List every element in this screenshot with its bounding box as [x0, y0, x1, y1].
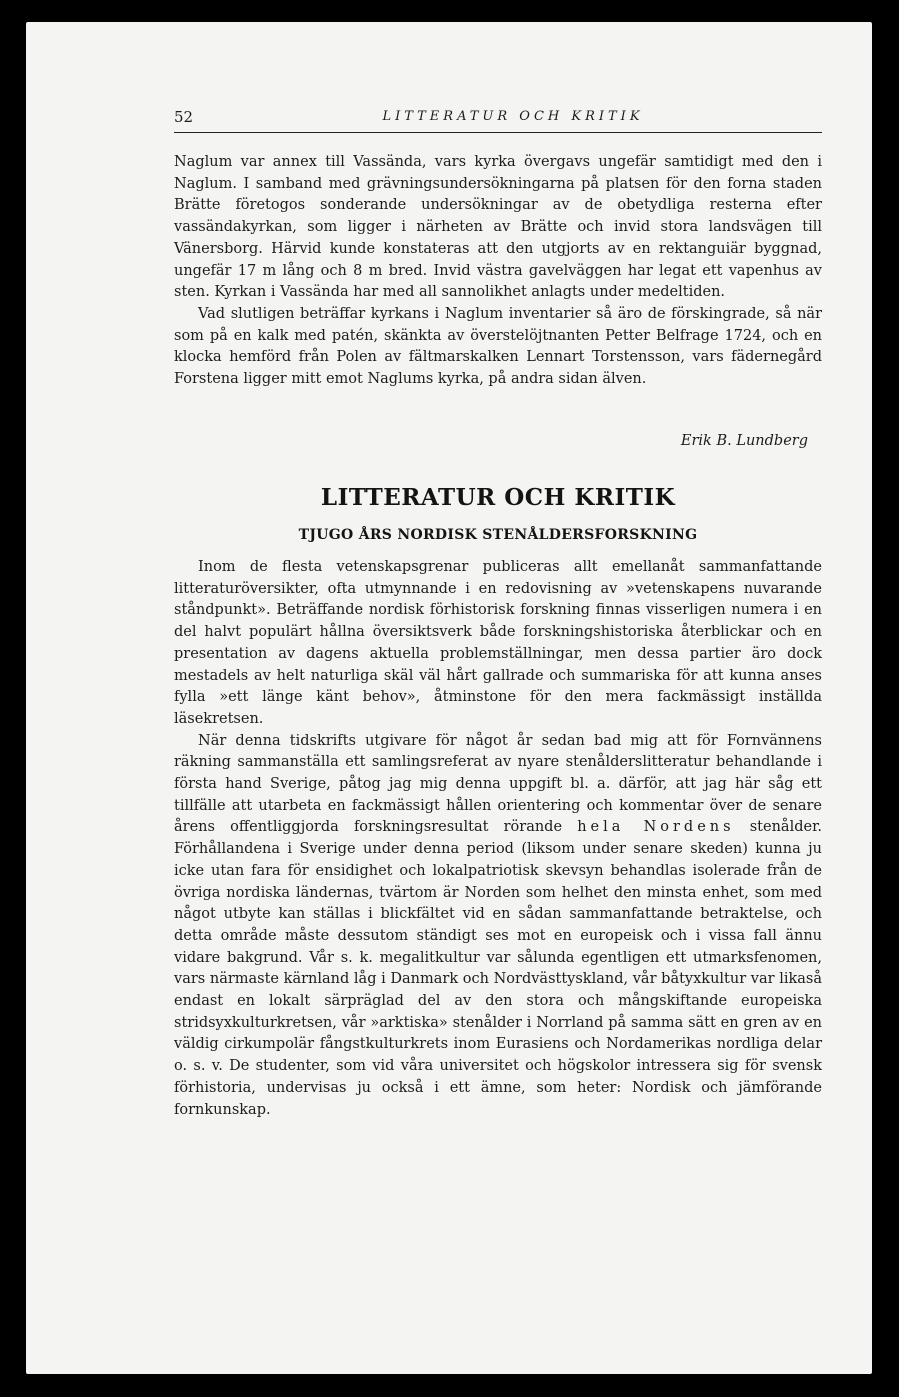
article-stenalder	[174, 557, 822, 1121]
paragraph: Inom de flesta vetenskapsgrenar publiceras allt emellanåt sammanfattande litteraturöversikter, ofta utmynnande i en redovisning av »vetenskapens nuvarande ståndpunkt». Beträffande nordisk förhistorisk forskning finnas visserligen numera i en del halvt populärt hållna översiktsverk både forskningshistoriska återblickar och en presentation av dagens aktuella problemställningar, men dessa partier äro dock mestadels av helt naturliga skäl väl hårt gallrade och summariska för att kunna anses fylla »ett länge känt behov», åtminstone för den mera fackmässigt inställda läsekretsen.	[174, 559, 822, 727]
emphasized-text: hela Nordens	[577, 819, 735, 836]
paragraph	[174, 731, 822, 1122]
paragraph-text: När denna tidskrifts utgivare för något år sedan bad mig att för Fornvännens räkning sammanställa ett samlingsreferat av nyare stenålderslitteratur behandlande i första hand Sverige, påtog jag mig denna uppgift bl. a. därför, att jag här såg ett tillfälle att utarbeta en fackmässigt hållen orientering och kommentar över de senare årens offentliggjorda forskningsresultat rörande	[174, 732, 822, 836]
signature-row	[174, 431, 822, 453]
section-title: LITTERATUR OCH KRITIK	[320, 484, 676, 511]
page-number: 52	[174, 108, 194, 126]
paragraph-text: stenålder. Förhållandena i Sverige under denna period (liksom under senare skeden) kunna ju icke utan fara för ensidighet och lokalpatriotisk skevsyn behandlas isolerade från de övriga nordiska ländernas, tvärtom är Norden som helhet den minsta enhet, som med något utbyte kan ställas i blickfältet vid en sådan sammanfattande betraktelse, och detta område måste dessutom ständigt ses mot en europeisk och i vissa fall ännu vidare bakgrund. Vår s. k. megalitkultur var sålunda egentligen ett utmarksfenomen, vars närmaste kärnland låg i Danmark och Nordvästtyskland, vår båtyxkultur var likaså endast en lokalt särpräglad del av den stora och mångskiftande europeiska stridsyxkulturkretsen, vår »arktiska» stenålder i Norrland på samma sätt en gren av en väldig cirkumpolär fångstkulturkrets inom Eurasiens och Nordamerikas nordliga delar o. s. v. De studenter, som vid våra universitet och högskolor intressera sig för svensk förhistoria, undervisas ju också i ett ämne, som heter: Nordisk och jämförande fornkunskap.	[174, 819, 823, 1118]
page-header	[174, 108, 822, 133]
paragraph-text: Vad slutligen beträffar kyrkans i Naglum inventarier så äro de förskingrade, så när som på en kalk med patén, skänkta av överstelöjtnanten Petter Belfrage 1724, och en klocka hemförd från Polen av fältmarskalken Lennart Torstensson, vars fädernegård Forstena ligger mitt emot Naglums kyrka, på andra sidan älven.	[174, 305, 822, 388]
running-head: LITTERATUR OCH KRITIK	[382, 109, 644, 124]
paragraph-with-signature	[174, 304, 822, 391]
article-naglum	[174, 152, 822, 391]
article-title: TJUGO ÅRS NORDISK STENÅLDERSFORSKNING	[298, 527, 698, 543]
author-signature: Erik B. Lundberg	[680, 433, 808, 449]
paragraph: Naglum var annex till Vassända, vars kyrka övergavs ungefär samtidigt med den i Naglum. I samband med grävningsundersökningarna på platsen för den forna staden Brätte företogos sonderande undersökningar av de obetydliga resterna efter vassändakyrkan, som ligger i närheten av Brätte och invid stora landsvägen till Vänersborg. Härvid kunde konstateras att den utgjorts av en rektanguiär byggnad, ungefär 17 m lång och 8 m bred. Invid västra gavelväggen har legat ett vapenhus av sten. Kyrkan i Vassända har med all sannolikhet anlagts under medeltiden.	[174, 154, 822, 301]
